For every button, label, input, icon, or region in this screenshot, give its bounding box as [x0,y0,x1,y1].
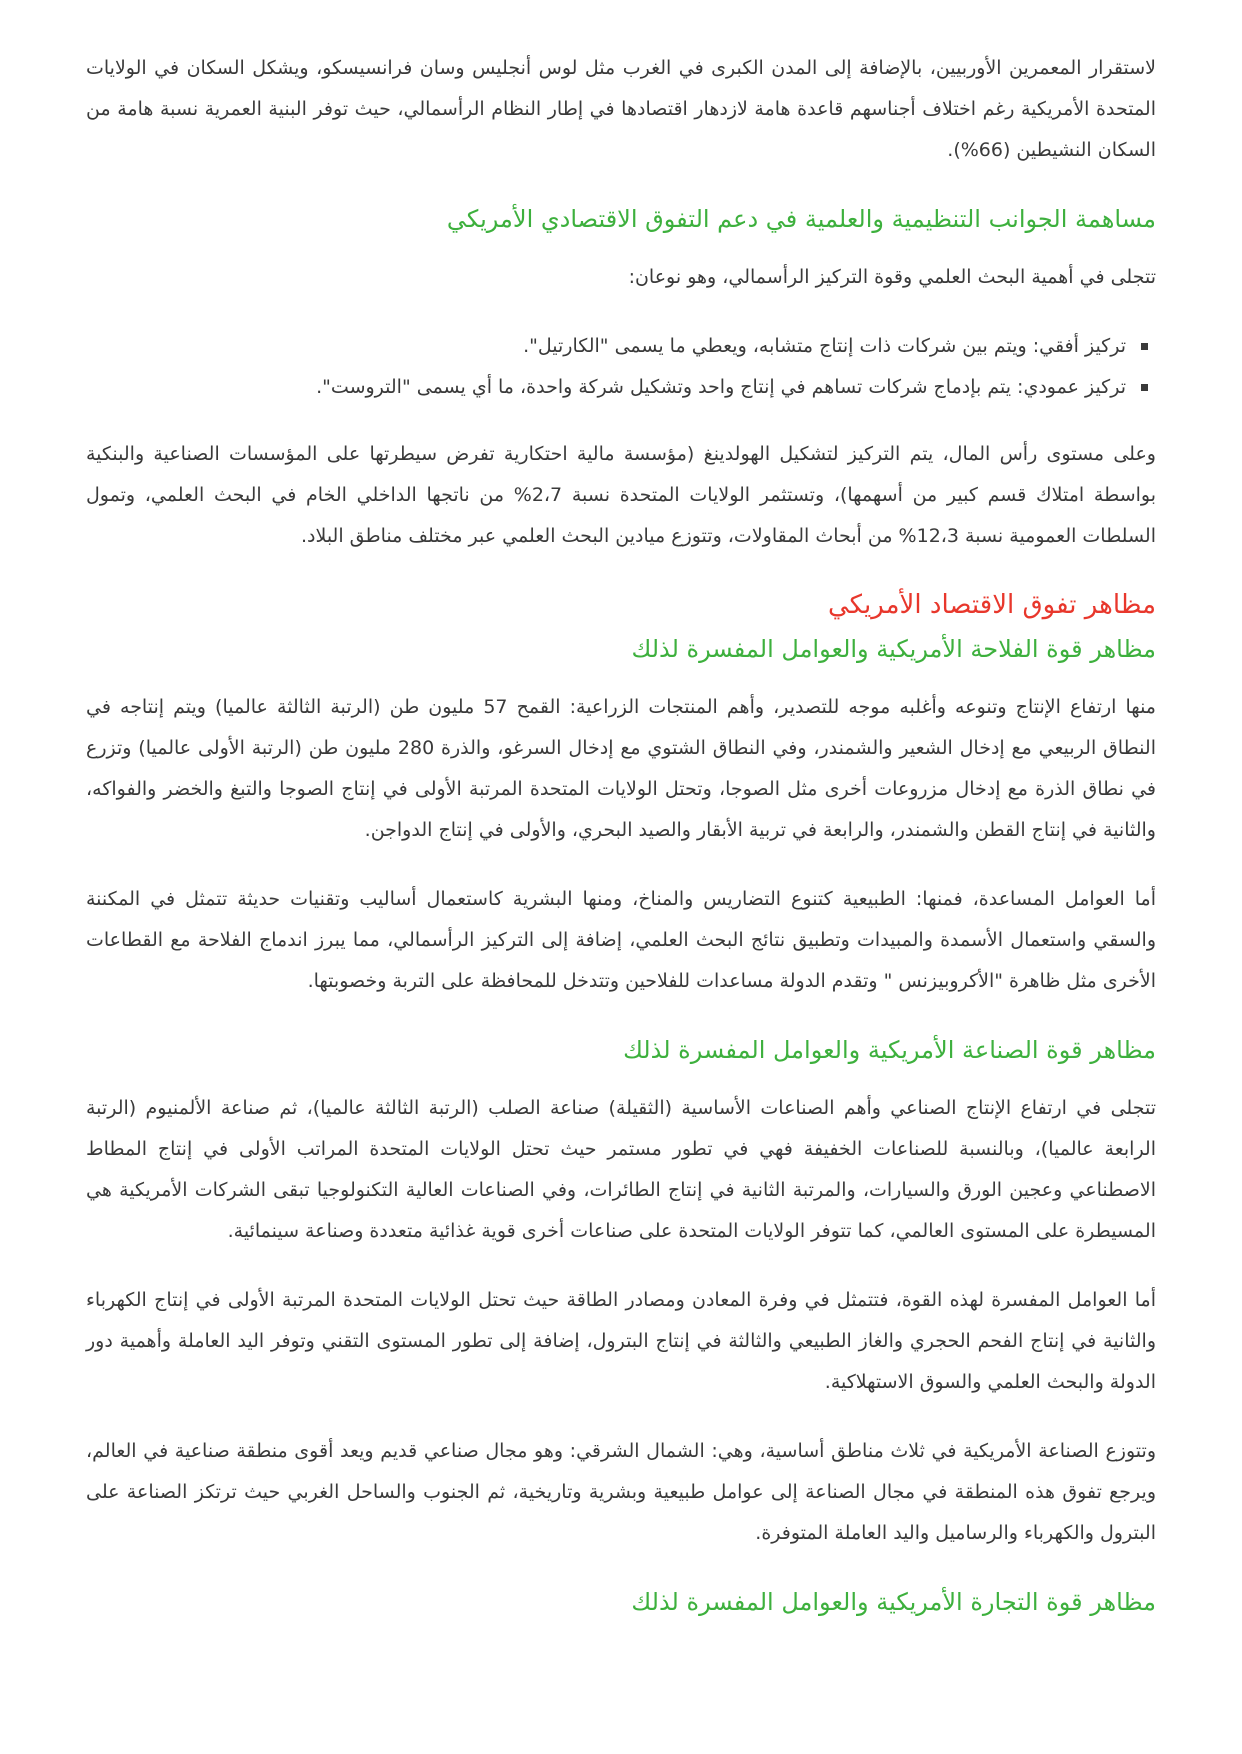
paragraph-industry-regions: وتتوزع الصناعة الأمريكية في ثلاث مناطق أساسية، وهي: الشمال الشرقي: وهو مجال صناعي قديم ويعد أقوى منطقة صناعية في العالم، ويرجع تفوق هذه المنطقة في مجال الصناعة إلى عوامل طبيعية وبشرية وتاريخية، ثم الجنوب والساحل الغربي حيث ترتكز الصناعة على البترول والكهرباء والرساميل واليد العاملة المتوفرة. [86,1440,1156,1544]
paragraph-industry-production: تتجلى في ارتفاع الإنتاج الصناعي وأهم الصناعات الأساسية (الثقيلة) صناعة الصلب (الرتبة الثالثة عالميا)، ثم صناعة الألمنيوم (الرتبة الرابعة عالميا)، وبالنسبة للصناعات الخفيفة فهي في تطور مستمر حيث تحتل الولايات المتحدة المراتب الأولى في إنتاج المطاط الاصطناعي وعجين الورق والسيارات، والمرتبة الثانية في إنتاج الطائرات، وفي الصناعات العالية التكنولوجيا تبقى الشركات الأمريكية هي المسيطرة على المستوى العالمي، كما تتوفر الولايات المتحدة على صناعات أخرى قوية غذائية متعددة وصناعة سينمائية. [86,1097,1156,1242]
square-bullet-icon [1141,343,1148,350]
paragraph-research-intro: تتجلى في أهمية البحث العلمي وقوة التركيز الرأسمالي، وهو نوعان: [628,266,1156,288]
heading-industry-strength: مظاهر قوة الصناعة الأمريكية والعوامل المفسرة لذلك [623,1036,1156,1064]
list-item-text: تركيز عمودي: يتم بإدماج شركات تساهم في إنتاج واحد وتشكيل شركة واحدة، ما أي يسمى "التروست". [316,376,1126,398]
heading-trade-strength: مظاهر قوة التجارة الأمريكية والعوامل المفسرة لذلك [631,1588,1156,1616]
concentration-types-list [86,326,1156,408]
paragraph-agriculture-production: منها ارتفاع الإنتاج وتنوعه وأغلبه موجه للتصدير، وأهم المنتجات الزراعية: القمح 57 مليون طن (الرتبة الثالثة عالميا) ويتم إنتاجه في النطاق الربيعي مع إدخال الشعير والشمندر، وفي النطاق الشتوي مع إدخال السرغو، والذرة 280 مليون طن (الرتبة الأولى عالميا) وتزرع في نطاق الذرة مع إدخال مزروعات أخرى مثل الصوجا، وتحتل الولايات المتحدة المرتبة الأولى في إنتاج الصوجا والتبغ والخضر والفواكه، والثانية في إنتاج القطن والشمندر، والرابعة في تربية الأبقار والصيد البحري، والأولى في إنتاج الدواجن. [86,696,1156,841]
paragraph-population: لاستقرار المعمرين الأوربيين، بالإضافة إلى المدن الكبرى في الغرب مثل لوس أنجليس وسان فرانسيسكو، ويشكل السكان في الولايات المتحدة الأمريكية رغم اختلاف أجناسهم قاعدة هامة لازدهار اقتصادها في إطار النظام الرأسمالي، حيث توفر البنية العمرية نسبة هامة من السكان النشيطين (66%). [86,57,1156,161]
paragraph-agriculture-factors: أما العوامل المساعدة، فمنها: الطبيعية كتنوع التضاريس والمناخ، ومنها البشرية كاستعمال أساليب وتقنيات حديثة تتمثل في المكننة والسقي واستعمال الأسمدة والمبيدات وتطبيق نتائج البحث العلمي، إضافة إلى التركيز الرأسمالي، مما يبرز اندماج الفلاحة مع القطاعات الأخرى مثل ظاهرة "الأكروبيزنس " وتقدم الدولة مساعدات للفلاحين وتتدخل للمحافظة على التربة وخصوبتها. [86,888,1156,992]
document-page [86,48,1156,1640]
list-item-text: تركيز أفقي: ويتم بين شركات ذات إنتاج متشابه، ويعطي ما يسمى "الكارتيل". [523,335,1126,357]
square-bullet-icon [1141,384,1148,391]
list-item [86,367,1126,408]
paragraph-capital-holding: وعلى مستوى رأس المال، يتم التركيز لتشكيل الهولدينغ (مؤسسة مالية احتكارية تفرض سيطرتها على المؤسسات الصناعية والبنكية بواسطة امتلاك قسم كبير من أسهمها)، وتستثمر الولايات المتحدة نسبة 2،7% من ناتجها الداخلي الخام في البحث العلمي، وتمول السلطات العمومية نسبة 12،3% من أبحاث المقاولات، وتتوزع ميادين البحث العلمي عبر مختلف مناطق البلاد. [86,443,1156,547]
heading-agriculture-strength: مظاهر قوة الفلاحة الأمريكية والعوامل المفسرة لذلك [631,635,1156,663]
heading-organizational-scientific-aspects: مساهمة الجوانب التنظيمية والعلمية في دعم التفوق الاقتصادي الأمريكي [446,205,1156,233]
heading-economic-superiority: مظاهر تفوق الاقتصاد الأمريكي [828,590,1156,620]
list-item [86,326,1126,367]
paragraph-industry-factors: أما العوامل المفسرة لهذه القوة، فتتمثل في وفرة المعادن ومصادر الطاقة حيث تحتل الولايات المتحدة المرتبة الأولى في إنتاج الكهرباء والثانية في إنتاج الفحم الحجري والغاز الطبيعي والثالثة في إنتاج البترول، إضافة إلى تطور المستوى التقني وتوفر اليد العاملة وأهمية دور الدولة والبحث العلمي والسوق الاستهلاكية. [86,1289,1156,1393]
